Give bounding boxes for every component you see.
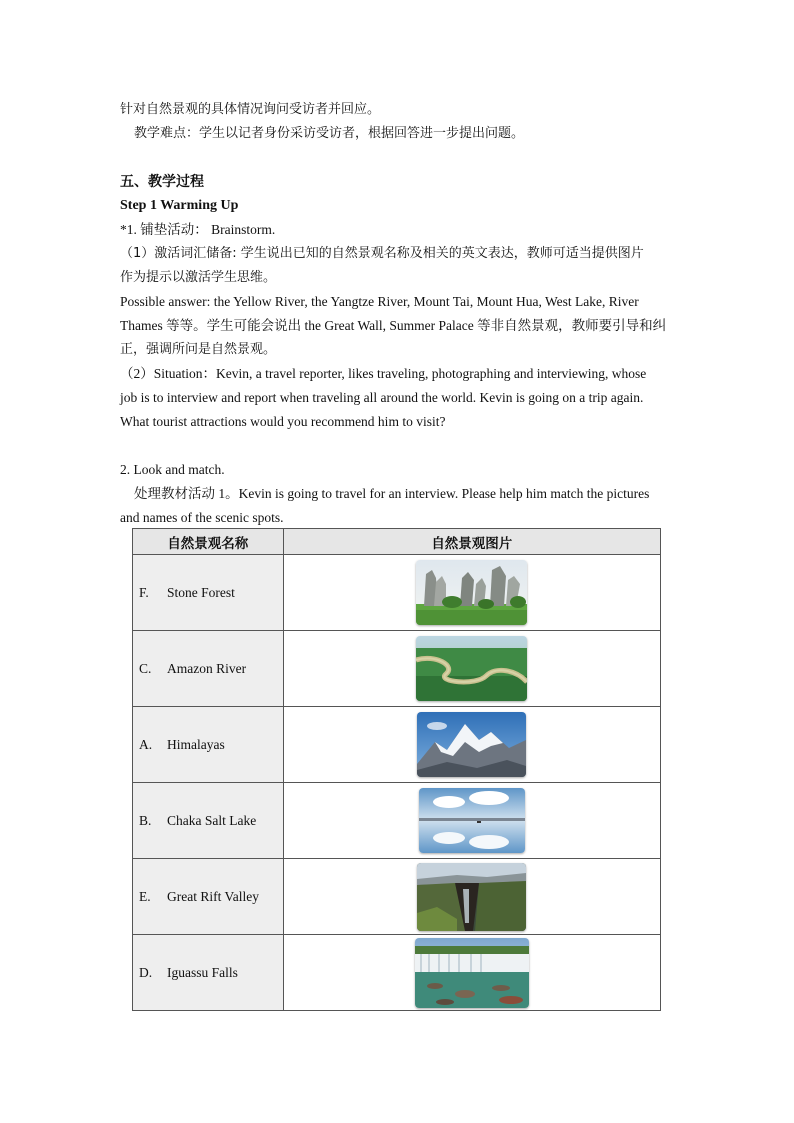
amazon-river-image	[416, 636, 527, 701]
row-letter: F.	[139, 584, 149, 600]
table-row	[133, 707, 661, 783]
paragraph-line: Thames 等等。学生可能会说出 the Great Wall, Summer Palace 等非自然景观，教师要引导和纠	[120, 318, 667, 333]
scenic-name: Chaka Salt Lake	[167, 812, 257, 828]
paragraph-line: （1）激活词汇储备: 学生说出已知的自然景观名称及相关的英文表达，教师可适当提供图片	[120, 246, 644, 261]
paragraph-line: 针对自然景观的具体情况询问受访者并回应。	[120, 102, 381, 117]
great-rift-valley-image	[417, 863, 526, 931]
chaka-salt-lake-image	[419, 788, 525, 853]
row-letter: B.	[139, 812, 152, 828]
table-row	[133, 555, 661, 631]
table-row	[133, 935, 661, 1011]
activity-2-title: 2. Look and match.	[120, 462, 225, 477]
step-heading: Step 1 Warming Up	[120, 198, 239, 213]
paragraph-line: 处理教材活动 1。Kevin is going to travel for an interview. Please help him match the pictures	[134, 486, 650, 501]
scenic-name: Stone Forest	[167, 584, 235, 600]
header-name: 自然景观名称	[133, 529, 284, 555]
table-header-row	[133, 529, 661, 555]
paragraph-line: 作为提示以激活学生思维。	[120, 270, 277, 285]
table-row	[133, 783, 661, 859]
row-letter: E.	[139, 888, 151, 904]
scenic-name: Amazon River	[167, 660, 247, 676]
stone-forest-image	[416, 560, 527, 625]
row-letter: C.	[139, 660, 152, 676]
table-row	[133, 859, 661, 935]
teaching-difficulty: 教学难点：学生以记者身份采访受访者，根据回答进一步提出问题。	[134, 126, 525, 141]
paragraph-line: 正，强调所问是自然景观。	[120, 342, 277, 357]
iguassu-falls-image	[415, 938, 529, 1008]
scenic-spots-match-table	[132, 528, 661, 1011]
scenic-name: Himalayas	[167, 736, 225, 752]
row-letter: D.	[139, 964, 153, 980]
paragraph-line: job is to interview and report when traveling all around the world. Kevin is going on a trip again.	[120, 390, 644, 405]
paragraph-line: What tourist attractions would you recommend him to visit?	[120, 414, 446, 429]
section-heading: 五、教学过程	[120, 174, 204, 190]
paragraph-line: （2）Situation：Kevin, a travel reporter, likes traveling, photographing and interviewing, whose	[120, 366, 647, 381]
scenic-name: Great Rift Valley	[167, 888, 259, 904]
scenic-name: Iguassu Falls	[167, 964, 238, 980]
paragraph-line: Possible answer: the Yellow River, the Yangtze River, Mount Tai, Mount Hua, West Lake, River	[120, 294, 639, 309]
row-letter: A.	[139, 736, 153, 752]
table-row	[133, 631, 661, 707]
himalayas-image	[417, 712, 526, 777]
header-picture: 自然景观图片	[283, 529, 660, 555]
paragraph-line: and names of the scenic spots.	[120, 510, 284, 525]
activity-1-title: *1. 铺垫活动： Brainstorm.	[120, 222, 276, 237]
